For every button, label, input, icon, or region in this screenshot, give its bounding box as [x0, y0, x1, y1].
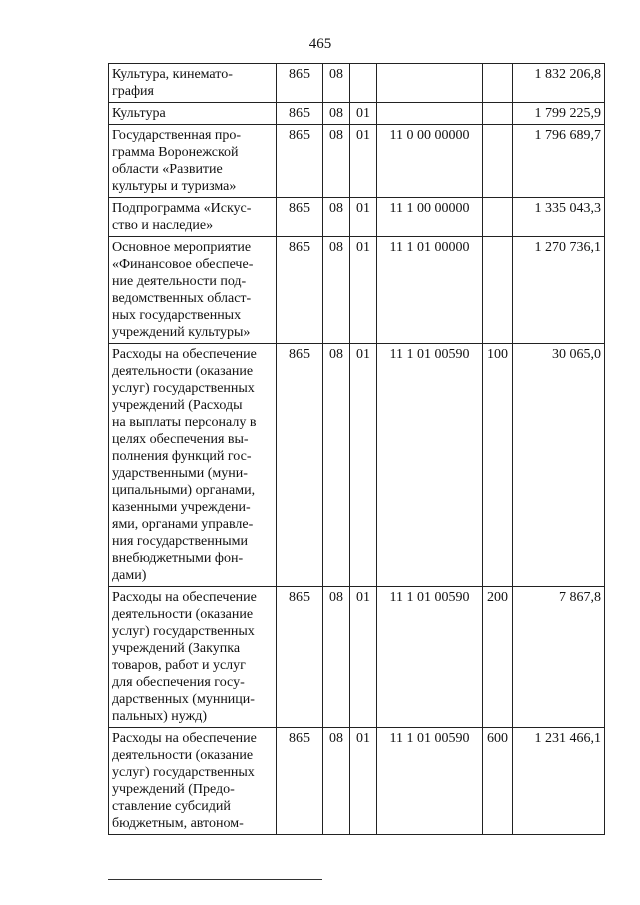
- expense-type-cell: [483, 198, 513, 237]
- expense-type-cell: 100: [483, 344, 513, 587]
- section-code-cell: 08: [323, 237, 350, 344]
- expense-type-cell: [483, 237, 513, 344]
- item-name-cell: Расходы на обеспечение деятельности (оказание услуг) государственных учреждений (Закупка товаров, работ и услуг для обеспечения госу- дарственных (мунници- пальных) нужд): [109, 587, 277, 728]
- expense-type-cell: [483, 64, 513, 103]
- section-code-cell: 08: [323, 64, 350, 103]
- item-name-cell: Расходы на обеспечение деятельности (оказание услуг) государственных учреждений (Предо- ставление субсидий бюджетным, автоном-: [109, 728, 277, 835]
- item-name-cell: Государственная про- грамма Воронежской области «Развитие культуры и туризма»: [109, 125, 277, 198]
- section-code-cell: 08: [323, 728, 350, 835]
- item-name-cell: Подпрограмма «Искус- ство и наследие»: [109, 198, 277, 237]
- ministry-code-cell: 865: [277, 728, 323, 835]
- page-number: 465: [308, 36, 332, 52]
- footnote-divider: [108, 879, 322, 880]
- subsection-code-cell: 01: [350, 344, 377, 587]
- ministry-code-cell: 865: [277, 125, 323, 198]
- section-code-cell: 08: [323, 587, 350, 728]
- item-name-cell: Расходы на обеспечение деятельности (оказание услуг) государственных учреждений (Расходы на выплаты персоналу в целях обеспечения вы- полнения функций гос- ударственными (муни- ципальными) органами, казенными учреждени- ями, органами управле- ния государственными внебюджетными фон- дами): [109, 344, 277, 587]
- table-row: [109, 587, 605, 728]
- amount-cell: 1 799 225,9: [513, 103, 605, 125]
- section-code-cell: 08: [323, 103, 350, 125]
- subsection-code-cell: 01: [350, 125, 377, 198]
- amount-cell: 7 867,8: [513, 587, 605, 728]
- table-row: [109, 344, 605, 587]
- table-row: [109, 237, 605, 344]
- item-name-cell: Культура, кинемато- графия: [109, 64, 277, 103]
- target-article-cell: 11 1 01 00590: [377, 728, 483, 835]
- target-article-cell: 11 0 00 00000: [377, 125, 483, 198]
- table-body: [109, 64, 605, 835]
- target-article-cell: 11 1 01 00590: [377, 344, 483, 587]
- table-row: [109, 728, 605, 835]
- table-row: [109, 198, 605, 237]
- amount-cell: 1 796 689,7: [513, 125, 605, 198]
- subsection-code-cell: 01: [350, 198, 377, 237]
- budget-table: [108, 63, 605, 835]
- subsection-code-cell: 01: [350, 237, 377, 344]
- ministry-code-cell: 865: [277, 237, 323, 344]
- ministry-code-cell: 865: [277, 64, 323, 103]
- item-name-cell: Основное мероприятие «Финансовое обеспече- ние деятельности под- ведомственных област- ных государственных учреждений культуры»: [109, 237, 277, 344]
- target-article-cell: [377, 103, 483, 125]
- ministry-code-cell: 865: [277, 344, 323, 587]
- item-name-cell: Культура: [109, 103, 277, 125]
- target-article-cell: 11 1 01 00000: [377, 237, 483, 344]
- amount-cell: 1 335 043,3: [513, 198, 605, 237]
- section-code-cell: 08: [323, 198, 350, 237]
- amount-cell: 1 832 206,8: [513, 64, 605, 103]
- table-row: [109, 64, 605, 103]
- expense-type-cell: 200: [483, 587, 513, 728]
- target-article-cell: 11 1 00 00000: [377, 198, 483, 237]
- amount-cell: 1 231 466,1: [513, 728, 605, 835]
- table-row: [109, 125, 605, 198]
- section-code-cell: 08: [323, 125, 350, 198]
- subsection-code-cell: [350, 64, 377, 103]
- ministry-code-cell: 865: [277, 587, 323, 728]
- section-code-cell: 08: [323, 344, 350, 587]
- ministry-code-cell: 865: [277, 198, 323, 237]
- amount-cell: 30 065,0: [513, 344, 605, 587]
- expense-type-cell: [483, 103, 513, 125]
- expense-type-cell: [483, 125, 513, 198]
- subsection-code-cell: 01: [350, 728, 377, 835]
- ministry-code-cell: 865: [277, 103, 323, 125]
- subsection-code-cell: 01: [350, 587, 377, 728]
- target-article-cell: 11 1 01 00590: [377, 587, 483, 728]
- amount-cell: 1 270 736,1: [513, 237, 605, 344]
- subsection-code-cell: 01: [350, 103, 377, 125]
- target-article-cell: [377, 64, 483, 103]
- expense-type-cell: 600: [483, 728, 513, 835]
- table-row: [109, 103, 605, 125]
